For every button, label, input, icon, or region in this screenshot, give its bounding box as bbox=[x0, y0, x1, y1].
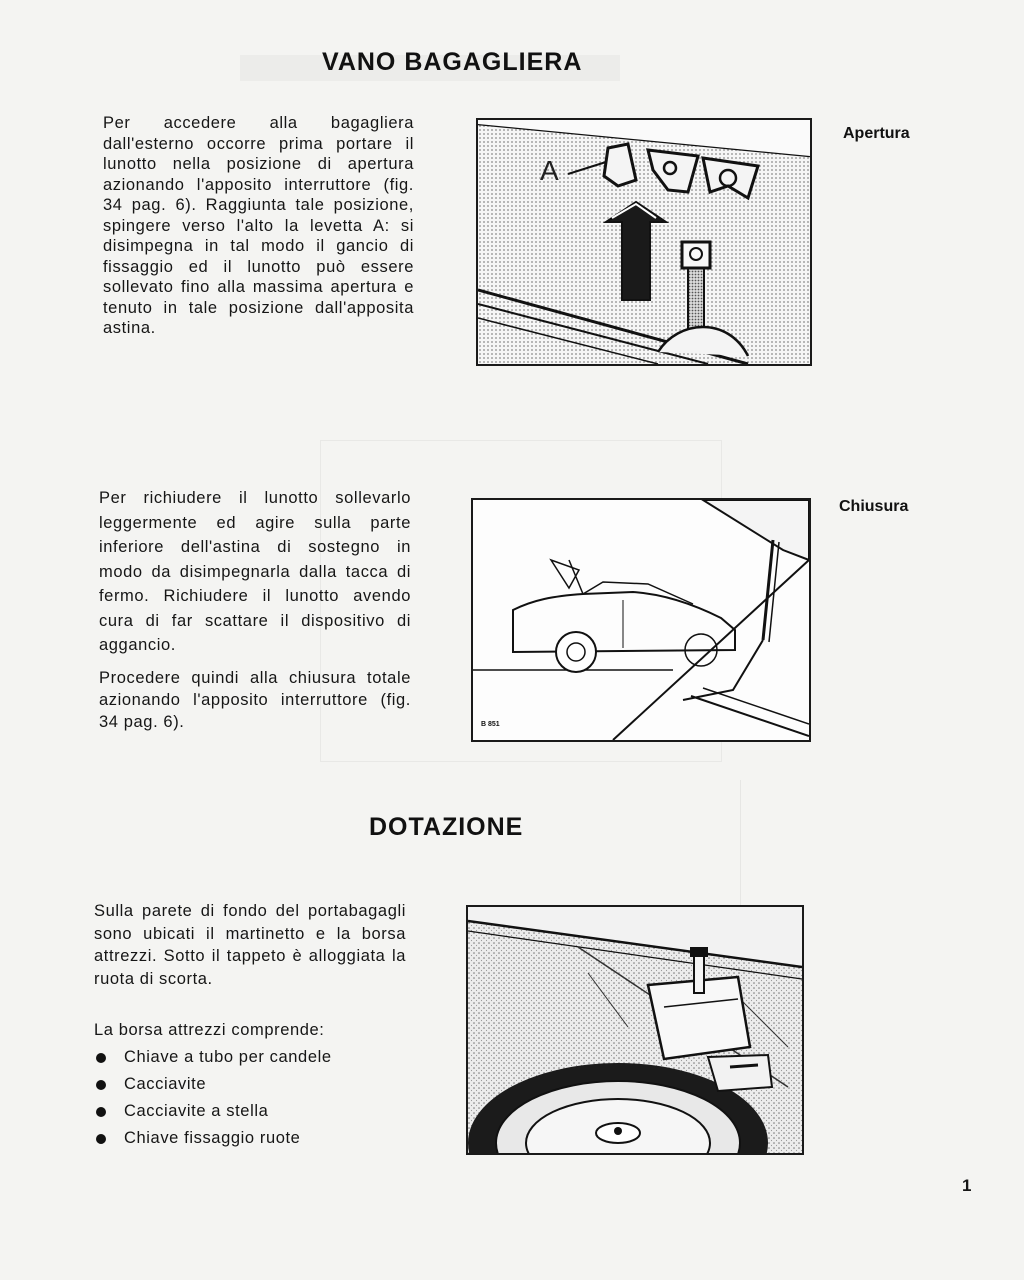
figure-equipment bbox=[466, 905, 804, 1155]
equipment-illustration bbox=[468, 907, 802, 1153]
section-title-trunk: VANO BAGAGLIERA bbox=[322, 48, 583, 76]
paragraph-opening-instructions: Per accedere alla bagagliera dall'esterno occorre prima portare il lunotto nella posizione di apertura azionando l'apposito interruttore (fig. 34 pag. 6). Raggiunta tale posizione, spingere verso l'alto la levetta A: si disimpegna in tal modo il gancio di fissaggio ed il lunotto può essere sollevato fino alla massima apertura e tenuto in tale posizione dall'apposita astina. bbox=[103, 114, 414, 337]
list-item bbox=[94, 1125, 414, 1152]
figure-label-a: A bbox=[540, 155, 559, 186]
list-item-label: Cacciavite a stella bbox=[124, 1102, 269, 1120]
paragraph-final-closing: Procedere quindi alla chiusura totale azionando l'apposito interruttore (fig. 34 pag. 6). bbox=[99, 669, 411, 731]
bullet-icon bbox=[96, 1134, 106, 1144]
bullet-icon bbox=[96, 1107, 106, 1117]
list-item bbox=[94, 1044, 414, 1071]
figure-closing bbox=[471, 498, 811, 742]
tool-list-intro: La borsa attrezzi comprende: bbox=[94, 1021, 325, 1039]
bullet-icon bbox=[96, 1053, 106, 1063]
figure-code-label: B 851 bbox=[481, 721, 500, 728]
list-item-label: Chiave fissaggio ruote bbox=[124, 1129, 301, 1147]
closing-illustration bbox=[473, 500, 809, 740]
list-item-label: Chiave a tubo per candele bbox=[124, 1048, 332, 1066]
opening-illustration bbox=[478, 120, 810, 364]
paragraph-closing-instructions: Per richiudere il lunotto sollevarlo leggermente ed agire sulla parte inferiore dell'astina di sostegno in modo da disimpegnarla dalla tacca di fermo. Richiudere il lunotto avendo cura di far scattare il dispositivo di aggancio. bbox=[99, 489, 411, 654]
list-item bbox=[94, 1071, 414, 1098]
tool-list bbox=[94, 1044, 414, 1152]
list-item-label: Cacciavite bbox=[124, 1075, 207, 1093]
paragraph-equipment-intro: Sulla parete di fondo del portabagagli sono ubicati il martinetto e la borsa attrezzi. Sotto il tappeto è alloggiata la ruota di scorta. bbox=[94, 902, 406, 988]
list-item bbox=[94, 1098, 414, 1125]
figure-opening bbox=[476, 118, 812, 366]
page-number: 1 bbox=[962, 1176, 972, 1195]
bullet-icon bbox=[96, 1080, 106, 1090]
section-title-equipment: DOTAZIONE bbox=[369, 813, 524, 841]
figure-caption-opening: Apertura bbox=[843, 125, 910, 142]
figure-caption-closing: Chiusura bbox=[839, 498, 909, 515]
